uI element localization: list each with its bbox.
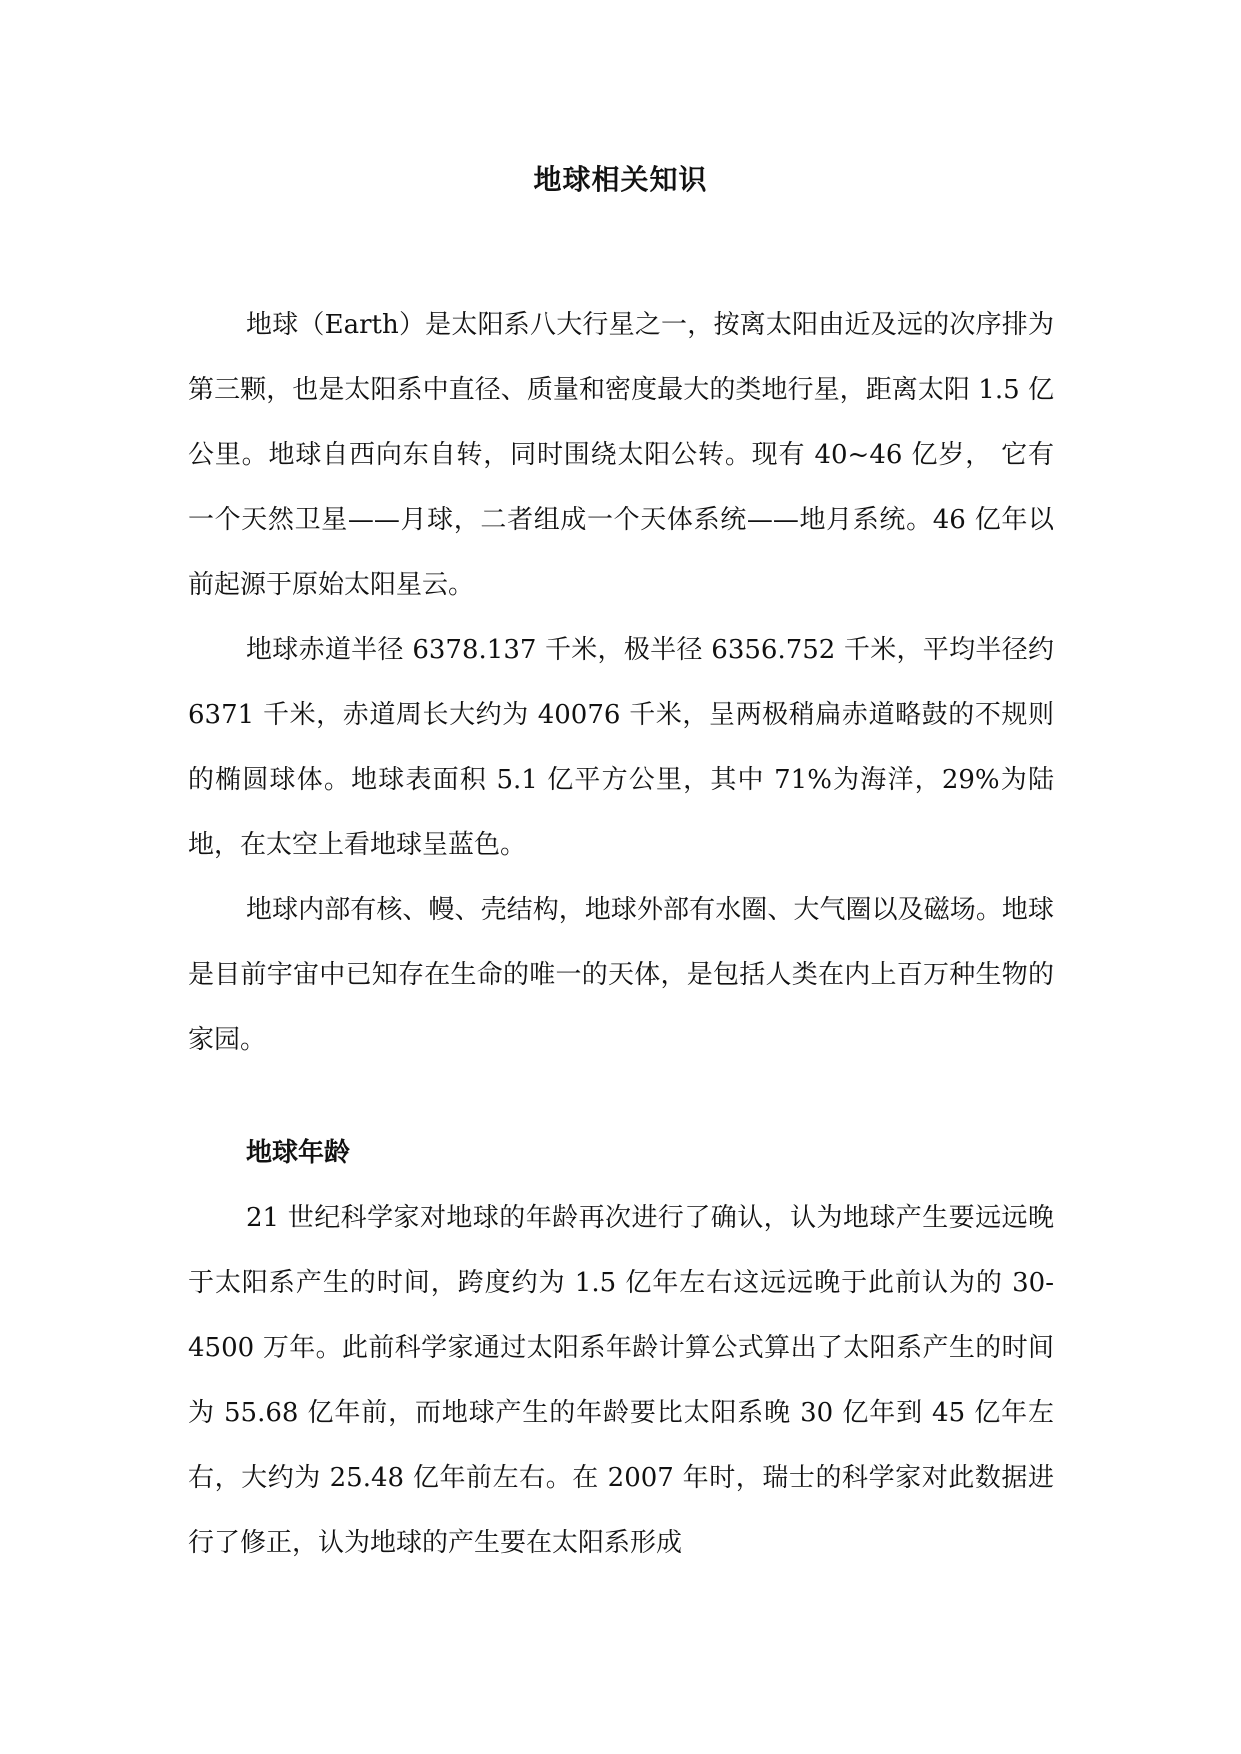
document-title: 地球相关知识 (533, 163, 708, 196)
section-heading-earth-age: 地球年龄 (246, 1138, 351, 1168)
paragraph-intro: 地球（Earth）是太阳系八大行星之一，按离太阳由近及远的次序排为第三颗，也是太阳系中直径、质量和密度最大的类地行星，距离太阳 1.5 亿公里。地球自西向东自转，同时围绕太阳公转。现有 40~46 亿岁， 它有一个天然卫星——月球，二者组成一个天体系统——地月系统。46 亿年以前起源于原始太阳星云。 (188, 310, 1054, 600)
paragraph-earth-age: 21 世纪科学家对地球的年龄再次进行了确认，认为地球产生要远远晚于太阳系产生的时间，跨度约为 1.5 亿年左右这远远晚于此前认为的 30-4500 万年。此前科学家通过太阳系年龄计算公式算出了太阳系产生的时间为 55.68 亿年前，而地球产生的年龄要比太阳系晚 30 亿年到 45 亿年左右，大约为 25.48 亿年前左右。在 2007 年时，瑞士的科学家对此数据进行了修正，认为地球的产生要在太阳系形成 (188, 1203, 1054, 1558)
section-spacer (188, 1073, 1054, 1121)
paragraph-structure: 地球内部有核、幔、壳结构，地球外部有水圈、大气圈以及磁场。地球是目前宇宙中已知存在生命的唯一的天体，是包括人类在内上百万种生物的家园。 (188, 895, 1054, 1055)
paragraph-dimensions: 地球赤道半径 6378.137 千米，极半径 6356.752 千米，平均半径约 6371 千米，赤道周长大约为 40076 千米，呈两极稍扁赤道略鼓的不规则的椭圆球体。地球表面积 5.1 亿平方公里，其中 71%为海洋，29%为陆地，在太空上看地球呈蓝色。 (188, 635, 1054, 860)
document-body (188, 293, 1054, 1576)
